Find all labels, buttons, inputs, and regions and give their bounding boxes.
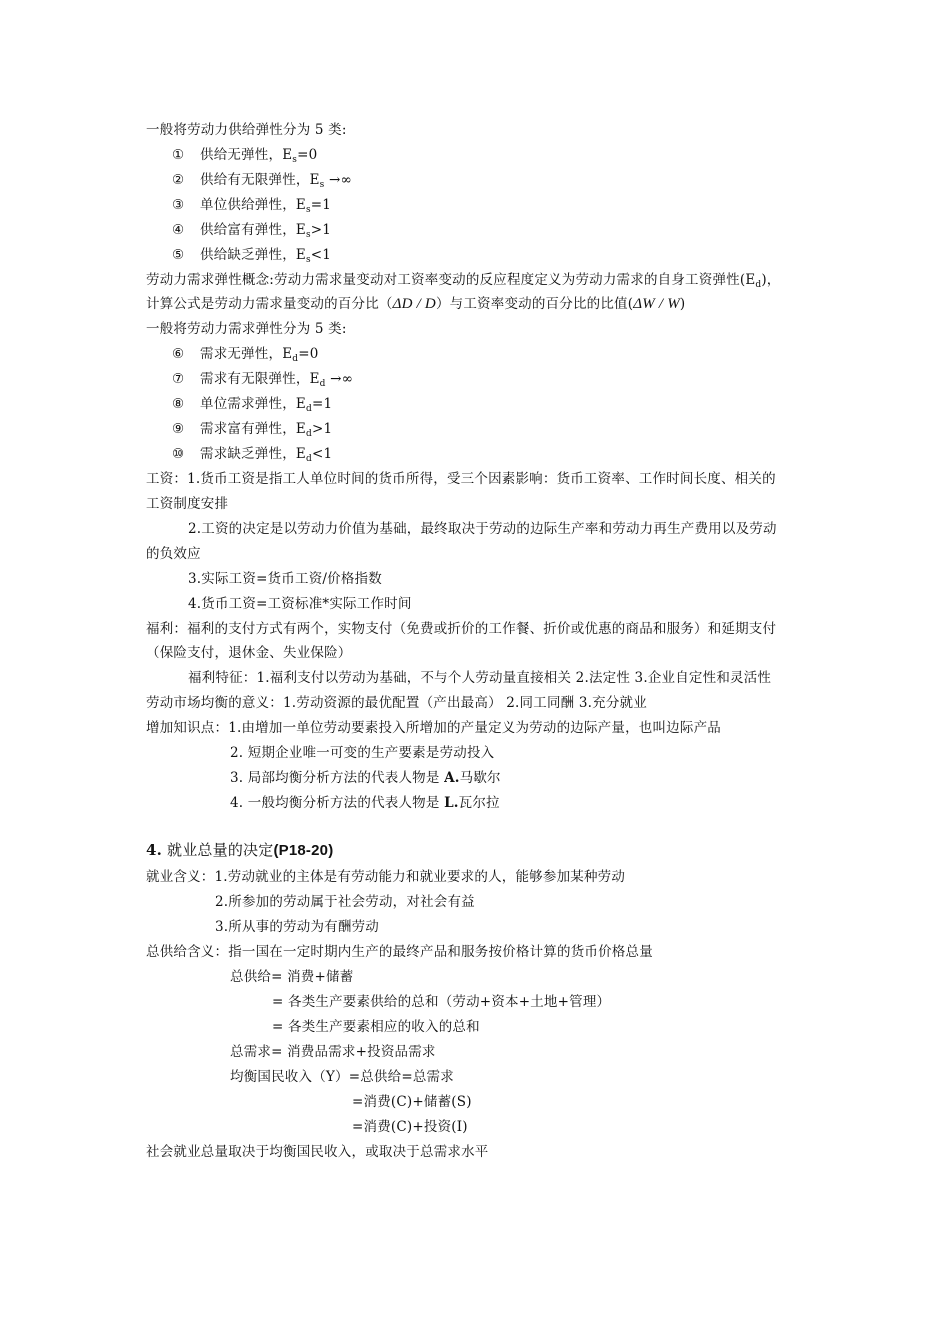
list-text: 需求无弹性，E (200, 346, 293, 362)
extra-line (230, 768, 501, 788)
section-title: 就业总量的决定 (162, 841, 274, 859)
subscript: s (319, 180, 325, 190)
subscript: d (305, 454, 312, 464)
wage-line: 工资制度安排 (146, 496, 229, 512)
demand-intro: 一般将劳动力需求弹性分为 5 类: (146, 321, 347, 337)
demand-concept-line2 (146, 294, 685, 314)
wage-line: 4.货币工资=工资标准*实际工作时间 (188, 596, 412, 612)
supply-item (172, 170, 352, 190)
subscript: s (305, 205, 311, 215)
aggregate-line: =消费(C)+投资(I) (352, 1119, 468, 1135)
concept-text: ) (679, 296, 686, 312)
demand-item (172, 394, 332, 414)
extra-line: 增加知识点：1.由增加一单位劳动要素投入所增加的产量定义为劳动的边际产量，也叫边际产品 (146, 720, 721, 736)
relation: <1 (311, 446, 333, 462)
market-line: 劳动市场均衡的意义：1.劳动资源的最优配置（产出最高） 2.同工同酬 3.充分就业 (146, 695, 647, 711)
relation: =0 (297, 147, 318, 163)
list-text: 供给缺乏弹性，E (200, 247, 306, 263)
subscript: d (755, 280, 762, 290)
demand-item (172, 344, 319, 364)
list-marker: ⑤ (172, 247, 185, 263)
aggregate-line: = 各类生产要素供给的总和（劳动+资本+土地+管理） (272, 994, 611, 1010)
subscript: s (305, 230, 311, 240)
relation: →∞ (325, 371, 354, 387)
aggregate-line: 社会就业总量取决于均衡国民收入，或取决于总需求水平 (146, 1144, 489, 1160)
relation: >1 (311, 421, 333, 437)
wage-line: 3.实际工资=货币工资/价格指数 (188, 571, 382, 587)
concept-text: ）与工资率变动的百分比的比值( (435, 296, 634, 312)
relation: =1 (311, 396, 333, 412)
list-text: 单位需求弹性，E (200, 396, 306, 412)
relation: >1 (310, 222, 332, 238)
list-text: 供给无弹性，E (200, 147, 293, 163)
section-number: 4. (146, 841, 163, 859)
welfare-line: （保险支付，退休金、失业保险） (146, 645, 352, 661)
list-marker: ⑦ (172, 371, 185, 387)
aggregate-line: 总供给含义：指一国在一定时期内生产的最终产品和服务按价格计算的货币价格总量 (146, 944, 653, 960)
extra-line: 2. 短期企业唯一可变的生产要素是劳动投入 (230, 745, 495, 761)
extra-text: 4. 一般均衡分析方法的代表人物是 (230, 795, 445, 811)
list-text: 供给富有弹性，E (200, 222, 306, 238)
welfare-line: 福利特征：1.福利支付以劳动为基础，不与个人劳动量直接相关 2.法定性 3.企业自定性和灵活性 (188, 670, 772, 686)
wage-line: 的负效应 (146, 546, 201, 562)
list-text: 需求缺乏弹性，E (200, 446, 306, 462)
section-page-ref: (P18-20) (273, 842, 334, 859)
formula-wage-change: ΔW / W (633, 296, 680, 312)
list-marker: ② (172, 172, 185, 188)
extra-text: 3. 局部均衡分析方法的代表人物是 (230, 770, 445, 786)
list-text: 需求富有弹性，E (200, 421, 306, 437)
relation: =0 (298, 346, 319, 362)
concept-text: 劳动力需求弹性概念:劳动力需求量变动对工资率变动的反应程度定义为劳动力需求的自身工资弹性(E (146, 272, 756, 288)
subscript: s (292, 155, 298, 165)
supply-item (172, 145, 317, 165)
concept-text: 计算公式是劳动力需求量变动的百分比（ (146, 296, 393, 312)
relation: →∞ (324, 172, 352, 188)
employment-line: 就业含义：1.劳动就业的主体是有劳动能力和就业要求的人，能够参加某种劳动 (146, 869, 626, 885)
list-text: 供给有无限弹性，E (200, 172, 320, 188)
demand-item (172, 369, 353, 389)
welfare-line: 福利：福利的支付方式有两个，实物支付（免费或折价的工作餐、折价或优惠的商品和服务）和延期支付 (146, 621, 777, 637)
subscript: d (305, 404, 312, 414)
supply-item (172, 220, 331, 240)
extra-person: 瓦尔拉 (458, 795, 500, 811)
subscript: d (292, 354, 299, 364)
formula-demand-change: ΔD / D (392, 296, 436, 312)
list-marker: ③ (172, 197, 185, 213)
aggregate-line: =消费(C)+储蓄(S) (352, 1094, 472, 1110)
extra-person: 马歇尔 (459, 770, 501, 786)
extra-initial: L. (444, 795, 459, 811)
list-marker: ⑥ (172, 346, 185, 362)
list-marker: ④ (172, 222, 185, 238)
demand-item (172, 419, 332, 439)
wage-line: 工资：1.货币工资是指工人单位时间的货币所得，受三个因素影响：货币工资率、工作时间长度、相关的 (146, 471, 776, 487)
employment-line: 3.所从事的劳动为有酬劳动 (215, 919, 379, 935)
extra-line (230, 793, 500, 813)
list-marker: ⑨ (172, 421, 185, 437)
supply-item (172, 245, 331, 265)
relation: =1 (310, 197, 332, 213)
aggregate-line: 总供给= 消费+储蓄 (230, 969, 354, 985)
subscript: s (305, 255, 311, 265)
employment-line: 2.所参加的劳动属于社会劳动，对社会有益 (215, 894, 475, 910)
extra-initial: A. (444, 770, 460, 786)
concept-text-end: )， (761, 272, 781, 288)
supply-item (172, 195, 331, 215)
aggregate-line: 均衡国民收入（Y）=总供给=总需求 (230, 1069, 454, 1085)
supply-intro: 一般将劳动力供给弹性分为 5 类: (146, 122, 347, 138)
list-marker: ① (172, 147, 185, 163)
list-text: 单位供给弹性，E (200, 197, 306, 213)
list-marker: ⑧ (172, 396, 185, 412)
aggregate-line: = 各类生产要素相应的收入的总和 (272, 1019, 480, 1035)
aggregate-line: 总需求= 消费品需求+投资品需求 (230, 1044, 436, 1060)
demand-concept-line1 (146, 270, 781, 290)
list-text: 需求有无限弹性，E (200, 371, 320, 387)
demand-item (172, 444, 332, 464)
section-heading (146, 840, 333, 861)
subscript: d (305, 429, 312, 439)
subscript: d (319, 379, 326, 389)
list-marker: ⑩ (172, 446, 185, 462)
relation: <1 (310, 247, 332, 263)
wage-line: 2.工资的决定是以劳动力价值为基础，最终取决于劳动的边际生产率和劳动力再生产费用以及劳动 (188, 521, 777, 537)
